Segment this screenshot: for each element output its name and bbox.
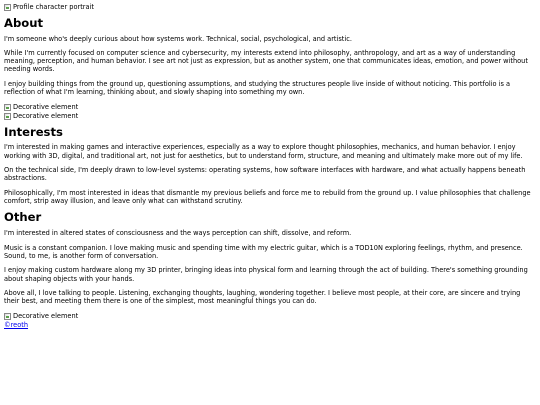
other-paragraph: Music is a constant companion. I love making music and spending time with my electric guitar, which is a TOD10N exploring feelings, rhythm, and presence. Sound, to me, is another form of conversation.: [4, 243, 523, 260]
about-paragraph: I enjoy building things from the ground up, questioning assumptions, and studying the structures people live inside of without noticing. This portfolio is a reflection of what I'm learning, thinking about, and slowly shaping into something my own.: [4, 80, 511, 97]
about-heading: About: [4, 16, 44, 30]
about-paragraph: While I'm currently focused on computer science and cybersecurity, my interests extend into philosophy, anthropology, and art as a way of understanding meaning, perception, and human behavior. I see art not just as expression, but as another system, one that communicates ideas, emotion, and power without needing words.: [4, 49, 528, 74]
profile-portrait-image: [4, 3, 536, 12]
other-paragraph: I'm interested in altered states of consciousness and the ways perception can shift, dissolve, and reform.: [4, 229, 352, 238]
broken-image-icon: [4, 113, 11, 120]
about-paragraph: I'm someone who's deeply curious about how systems work. Technical, social, psychological, and artistic.: [4, 34, 352, 43]
interests-section: [4, 126, 536, 205]
interests-paragraph: On the technical side, I'm deeply drawn to low-level systems: operating systems, how software interfaces with hardware, and what actually happens beneath abstractions.: [4, 166, 526, 183]
about-section: [4, 17, 536, 96]
decorative-image: [4, 103, 536, 112]
footer-decorative-alt: Decorative element: [13, 312, 79, 321]
other-heading: Other: [4, 210, 42, 225]
broken-image-icon: [4, 104, 11, 111]
broken-image-icon: [4, 313, 11, 320]
broken-image-icon: [4, 4, 11, 11]
decorative-image-alt: Decorative element: [13, 112, 79, 121]
interests-paragraph: I'm interested in making games and interactive experiences, especially as a way to explore thought philosophies, mechanics, and human behavior. I enjoy working with 3D, digital, and traditional art, not just for aesthetics, but to understand form, structure, and meaning and ultimately make more out of my life.: [4, 143, 523, 160]
copyright-link[interactable]: ©reoth: [4, 320, 29, 329]
decorative-images: [4, 103, 536, 121]
footer: [4, 312, 536, 329]
other-paragraph: I enjoy making custom hardware along my 3D printer, bringing ideas into physical form and learning through the act of building. There's something grounding about shaping objects with your hands.: [4, 266, 528, 283]
interests-heading: Interests: [4, 124, 63, 139]
footer-decorative-image: [4, 312, 536, 321]
profile-portrait-alt: Profile character portrait: [13, 3, 94, 12]
decorative-image-alt: Decorative element: [13, 103, 79, 112]
interests-paragraph: Philosophically, I'm most interested in ideas that dismantle my previous beliefs and force me to rebuild from the ground up. I value philosophies that challenge comfort, strip away illusion, and leave only what can withstand scrutiny.: [4, 188, 531, 205]
other-paragraph: Above all, I love talking to people. Listening, exchanging thoughts, laughing, wondering together. I believe most people, at their core, are sincere and trying their best, and meeting them there is one of the simplest, most meaningful things you can do.: [4, 289, 521, 306]
other-section: [4, 211, 536, 305]
decorative-image: [4, 112, 536, 121]
